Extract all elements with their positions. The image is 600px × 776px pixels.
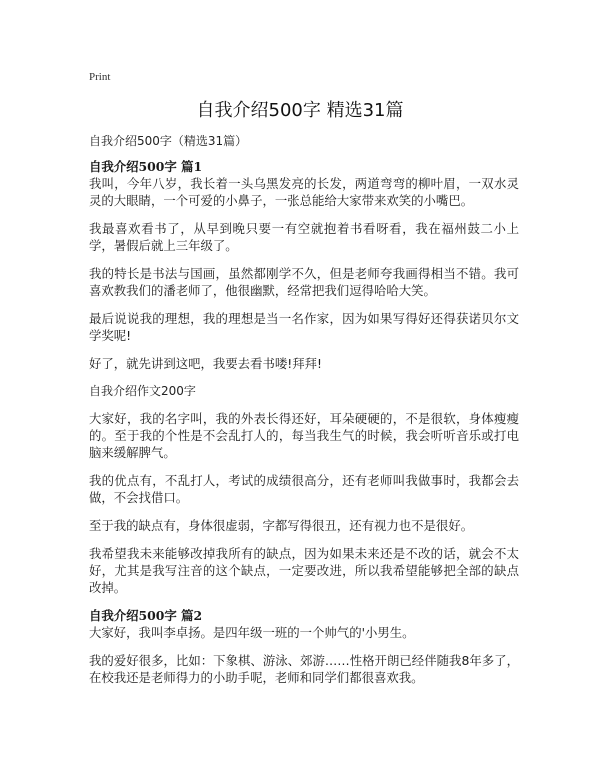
section-1 [89, 158, 519, 372]
document-subtitle: 自我介绍500字（精选31篇） [89, 134, 248, 148]
paragraph: 我的爱好很多，比如：下象棋、游泳、郊游……性格开朗已经伴随我8年多了，在校我还是老师得力的小助手呢，老师和同学们都很喜欢我。 [89, 653, 519, 685]
paragraph: 好了，就先讲到这吧，我要去看书喽!拜拜! [89, 356, 322, 371]
section-heading: 自我介绍500字 篇2 [89, 608, 203, 623]
paragraph: 我的特长是书法与国画，虽然都刚学不久，但是老师夸我画得相当不错。我可喜欢教我们的潘老师了，他很幽默，经常把我们逗得哈哈大笑。 [89, 266, 519, 298]
section-subheading: 自我介绍作文200字 [89, 384, 196, 398]
section-2 [89, 383, 519, 596]
document-body [89, 133, 519, 697]
paragraph: 我希望我未来能够改掉我所有的缺点，因为如果未来还是不改的话，就会不太好，尤其是我写注音的这个缺点，一定要改进，所以我希望能够把全部的缺点改掉。 [89, 546, 519, 595]
paragraph: 我的优点有，不乱打人，考试的成绩很高分，还有老师叫我做事时，我都会去做，不会找借口。 [89, 473, 519, 505]
paragraph: 我最喜欢看书了，从早到晚只要一有空就抱着书看呀看，我在福州鼓二小上学，暑假后就上三年级了。 [89, 221, 519, 253]
paragraph: 我叫，今年八岁，我长着一头乌黑发亮的长发，两道弯弯的柳叶眉，一双水灵灵的大眼睛，一个可爱的小鼻子，一张总能给大家带来欢笑的小嘴巴。 [89, 176, 519, 208]
paragraph: 大家好，我叫李卓扬。是四年级一班的一个帅气的'小男生。 [89, 625, 415, 640]
paragraph: 最后说说我的理想，我的理想是当一名作家，因为如果写得好还得获诺贝尔文学奖呢! [89, 311, 519, 343]
paragraph: 至于我的缺点有，身体很虚弱，字都写得很丑，还有视力也不是很好。 [89, 518, 474, 533]
print-label: Print [89, 71, 111, 83]
section-heading: 自我介绍500字 篇1 [89, 159, 203, 174]
section-3 [89, 607, 519, 686]
paragraph: 大家好，我的名字叫，我的外表长得还好，耳朵硬硬的，不是很软，身体瘦瘦的。至于我的个性是不会乱打人的，每当我生气的时候，我会听听音乐或打电脑来缓解脾气。 [89, 411, 519, 460]
page-title: 自我介绍500字 精选31篇 [196, 100, 404, 121]
